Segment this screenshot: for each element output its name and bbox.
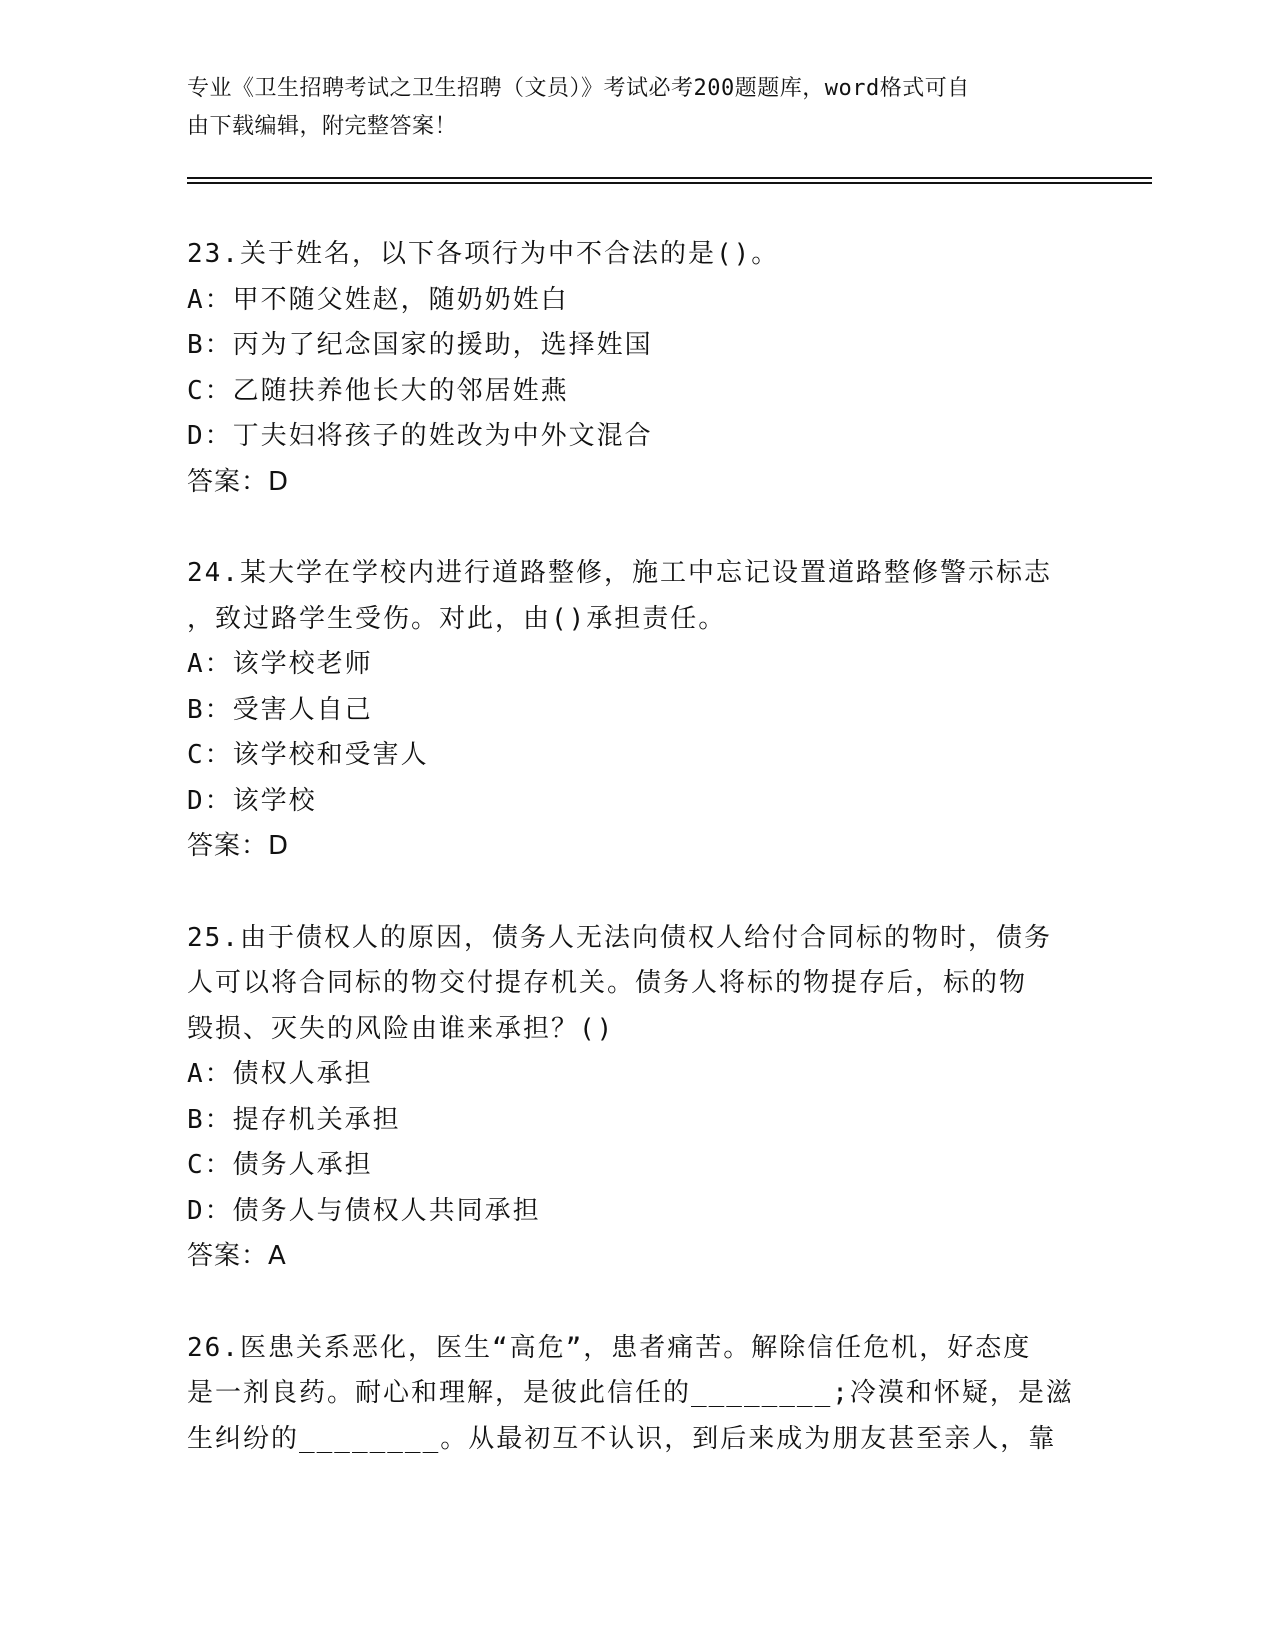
option-c: C：乙随扶养他长大的邻居姓燕 xyxy=(187,375,569,406)
option-d: D：债务人与债权人共同承担 xyxy=(187,1195,541,1226)
question-25 xyxy=(187,916,1087,1280)
question-26 xyxy=(187,1326,1087,1463)
document-header xyxy=(187,70,1067,146)
option-c: C：该学校和受害人 xyxy=(187,740,429,770)
header-line-1: 专业《卫生招聘考试之卫生招聘（文员）》考试必考200题题库，word格式可自 xyxy=(187,76,970,101)
question-stem: 23.关于姓名，以下各项行为中不合法的是()。 xyxy=(187,239,780,269)
option-b: B：受害人自己 xyxy=(187,694,373,725)
option-a: A：债权人承担 xyxy=(187,1059,373,1089)
option-d: D：该学校 xyxy=(187,785,317,816)
question-23 xyxy=(187,232,1087,505)
question-stem: 毁损、灭失的风险由谁来承担？() xyxy=(187,1013,615,1044)
option-b: B：丙为了纪念国家的援助，选择姓国 xyxy=(187,330,653,360)
question-stem: 人可以将合同标的物交付提存机关。债务人将标的物提存后，标的物 xyxy=(187,968,1028,998)
option-a: A：甲不随父姓赵，随奶奶姓白 xyxy=(187,284,569,315)
question-list xyxy=(187,232,1087,1508)
option-c: C：债务人承担 xyxy=(187,1150,373,1180)
question-stem: 是一剂良药。耐心和理解，是彼此信任的________;冷漠和怀疑，是滋 xyxy=(187,1378,1074,1408)
header-divider-bottom xyxy=(187,182,1152,184)
option-d: D：丁夫妇将孩子的姓改为中外文混合 xyxy=(187,421,653,451)
question-stem: ，致过路学生受伤。对此，由()承担责任。 xyxy=(187,603,727,634)
answer-text: 答案：D xyxy=(187,466,290,497)
header-divider-top xyxy=(187,177,1152,179)
answer-text: 答案：A xyxy=(187,1241,287,1271)
header-line-2: 由下载编辑，附完整答案！ xyxy=(187,114,458,139)
answer-text: 答案：D xyxy=(187,831,290,861)
option-a: A：该学校老师 xyxy=(187,649,373,679)
question-24 xyxy=(187,551,1087,870)
option-b: B：提存机关承担 xyxy=(187,1104,401,1135)
question-stem: 26.医患关系恶化，医生“高危”，患者痛苦。解除信任危机，好态度 xyxy=(187,1332,1032,1363)
question-stem: 25.由于债权人的原因，债务人无法向债权人给付合同标的物时，债务 xyxy=(187,922,1052,953)
question-stem: 24.某大学在学校内进行道路整修，施工中忘记设置道路整修警示标志 xyxy=(187,558,1052,588)
question-stem: 生纠纷的________。从最初互不认识，到后来成为朋友甚至亲人，靠 xyxy=(187,1423,1057,1454)
